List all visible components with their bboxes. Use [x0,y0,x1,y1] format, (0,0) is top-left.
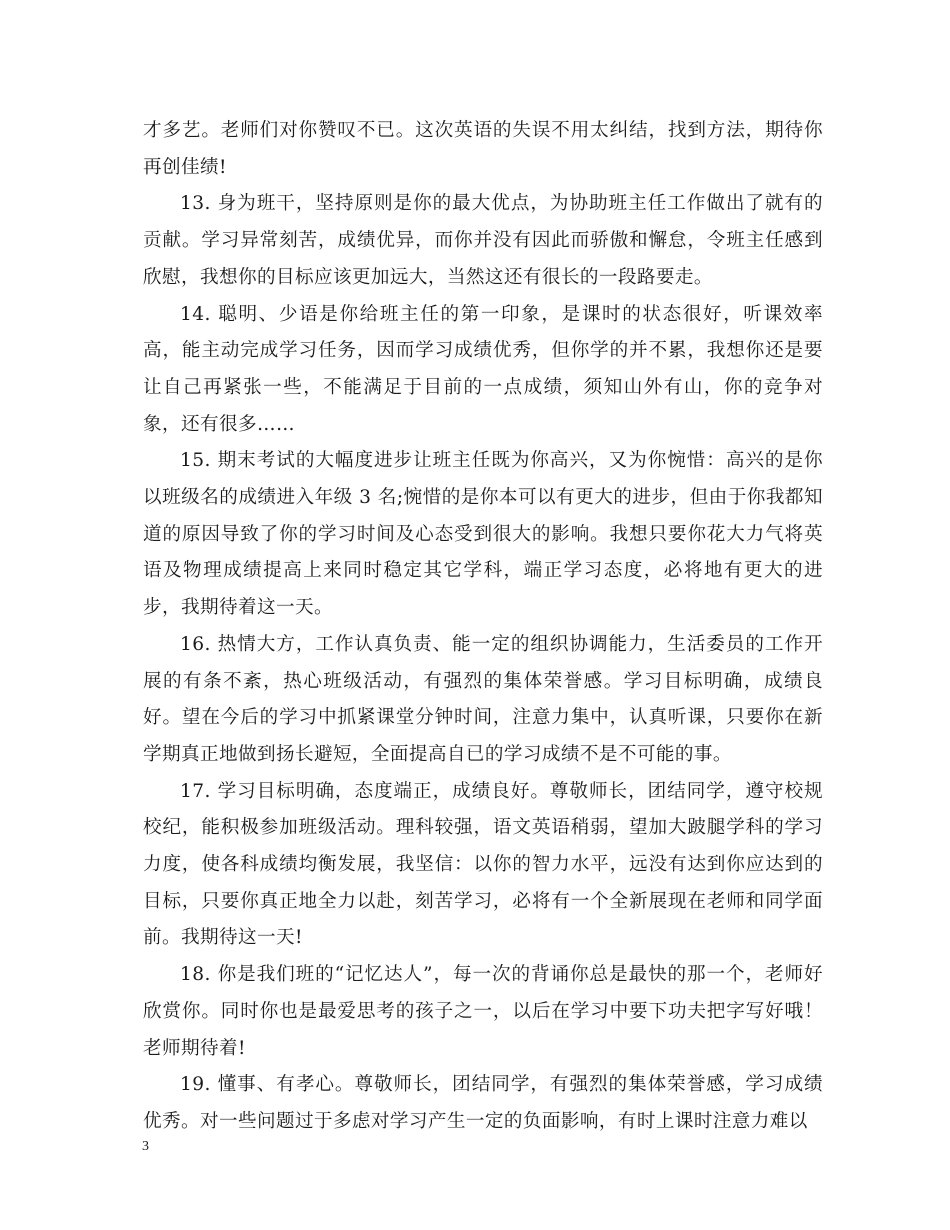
paragraph-19: 19. 懂事、有孝心。尊敬师长，团结同学，有强烈的集体荣誉感，学习成绩优秀。对一些问题过于多虑对学习产生一定的负面影响，有时上课时注意力难以 [143,1074,823,1132]
body-text [143,113,823,1141]
paragraph-18: 18. 你是我们班的“记忆达人”，每一次的背诵你总是最快的那一个，老师好欣赏你。同时你也是最爱思考的孩子之一，以后在学习中要下功夫把字写好哦！老师期待着! [143,964,823,1059]
paragraph-15: 15. 期末考试的大幅度进步让班主任既为你高兴，又为你惋惜：高兴的是你以班级名的成绩进入年级 3 名;惋惜的是你本可以有更大的进步，但由于你我都知道的原因导致了你的学习时间及心态受到很大的影响。我想只要你花大力气将英语及物理成绩提高上来同时稳定其它学科，端正学习态度，必将地有更大的进步，我期待着这一天。 [143,450,823,619]
paragraph-13: 13. 身为班干，坚持原则是你的最大优点，为协助班主任工作做出了就有的贡献。学习异常刻苦，成绩优异，而你并没有因此而骄傲和懈怠，令班主任感到欣慰，我想你的目标应该更加远大，当然这还有很长的一段路要走。 [143,193,823,288]
paragraph-14: 14. 聪明、少语是你给班主任的第一印象，是课时的状态很好，听课效率高，能主动完成学习任务，因而学习成绩优秀，但你学的并不累，我想你还是要让自己再紧张一些，不能满足于目前的一点成绩，须知山外有山，你的竞争对象，还有很多…… [143,303,823,435]
paragraph-16: 16. 热情大方，工作认真负责、能一定的组织协调能力，生活委员的工作开展的有条不紊，热心班级活动，有强烈的集体荣誉感。学习目标明确，成绩良好。望在今后的学习中抓紧课堂分钟时间，注意力集中，认真听课，只要你在新学期真正地做到扬长避短，全面提高自已的学习成绩不是不可能的事。 [143,633,823,765]
page-number: 3 [142,1139,149,1154]
paragraph-17: 17. 学习目标明确，态度端正，成绩良好。尊敬师长，团结同学，遵守校规校纪，能积极参加班级活动。理科较强，语文英语稍弱，望加大跛腿学科的学习力度，使各科成绩均衡发展，我坚信：以你的智力水平，远没有达到你应达到的目标，只要你真正地全力以赴，刻苦学习，必将有一个全新展现在老师和同学面前。我期待这一天! [143,780,823,949]
paragraph-continuation: 才多艺。老师们对你赞叹不已。这次英语的失误不用太纠结，找到方法，期待你再创佳绩! [143,120,823,178]
